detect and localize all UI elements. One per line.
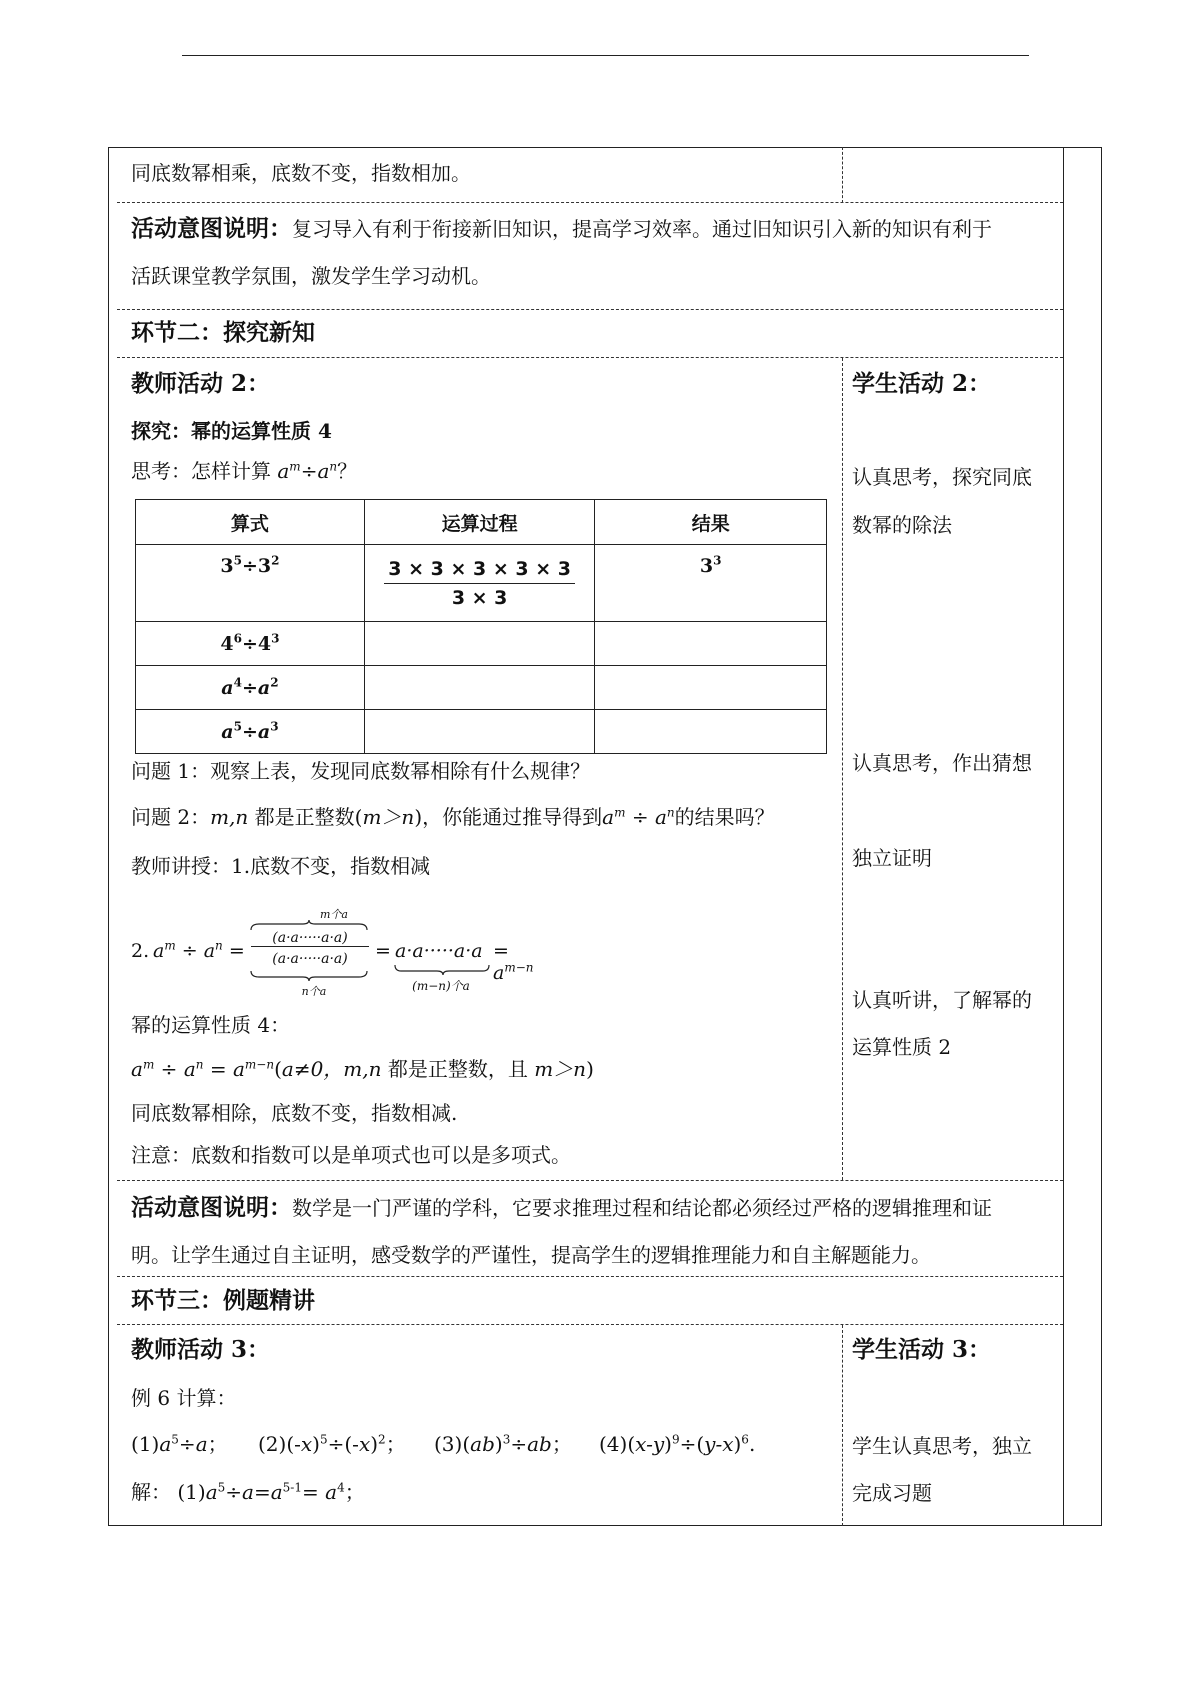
header-expression: 算式	[136, 500, 365, 545]
over-brace-label: m个a	[320, 908, 348, 921]
student-2-title: 学生活动 2：	[852, 370, 992, 397]
student-answer-4-line1: 认真听讲，了解幂的	[852, 988, 1032, 1012]
column-divider	[842, 147, 843, 203]
note-text: 注意：底数和指数可以是单项式也可以是多项式。	[131, 1143, 571, 1167]
student-answer-1-line2: 数幂的除法	[852, 513, 952, 537]
expression-cell: $a^5\div a^3$	[136, 710, 365, 754]
expression-cell: $4^6\div 4^3$	[136, 622, 365, 666]
column-divider-2	[842, 358, 843, 1180]
section-3-title: 环节三：例题精讲	[131, 1287, 315, 1314]
expression-cell: $3^5\div 3^2$	[136, 545, 365, 622]
deriv-lhs: $a^m \div a^n$ =	[153, 938, 245, 962]
result-cell: $3^3$	[595, 545, 827, 622]
student-answer-1-line1: 认真思考，探究同底	[852, 465, 1032, 489]
lecture-line: 教师讲授：1.底数不变，指数相减	[131, 854, 431, 878]
intent-2-line1: 活动意图说明：数学是一门严谨的学科，它要求推理过程和结论都必须经过严格的逻辑推理和证	[131, 1194, 992, 1221]
property-title: 幂的运算性质 4：	[131, 1013, 291, 1037]
intent-1-line1: 活动意图说明：复习导入有利于衔接新旧知识，提高学习效率。通过旧知识引入新的知识有利于	[131, 215, 992, 242]
mid-under-brace	[393, 964, 493, 976]
solution-line: 解： $(1)a^5\div a=a^{5-1}= a^4$；	[131, 1480, 365, 1504]
property-formula: $a^m \div a^n = a^{m-n}(a\ne 0$，m,n 都是正整数，且 m＞n)	[131, 1057, 594, 1081]
rule-text: 同底数幂相除，底数不变，指数相减.	[131, 1101, 458, 1125]
example-item-2: $(2)(-x)^5\div(-x)^2$；	[258, 1432, 406, 1456]
student-answer-4-line2: 运算性质 2	[852, 1035, 952, 1059]
result-cell	[595, 666, 827, 710]
process-cell	[364, 545, 595, 622]
process-cell	[364, 666, 595, 710]
example-item-1: $(1)a^5\div a$；	[131, 1432, 228, 1456]
result-cell	[595, 710, 827, 754]
example-item-4: $(4)(x-y)^9\div(y-x)^6$.	[599, 1432, 756, 1456]
header-process: 运算过程	[364, 500, 595, 545]
student-3-title: 学生活动 3：	[852, 1336, 992, 1363]
derivation-formula: 2. $a^m \div a^n$ = m个a (a·a·····a·a) (a·a·····a·a) n个a = a·a·····a·a (m−n)个a = $a^{m-n}$	[131, 908, 534, 998]
think-line: 思考：怎样计算 $a^m\div a^n$？	[131, 459, 358, 483]
intent-1-line2: 活跃课堂教学氛围，激发学生学习动机。	[131, 264, 491, 288]
table-row	[136, 622, 827, 666]
question-1: 问题 1：观察上表，发现同底数幂相除有什么规律？	[131, 759, 591, 783]
column-divider-3	[842, 1325, 843, 1526]
table-row	[136, 545, 827, 622]
student-3-line2: 完成习题	[852, 1481, 932, 1505]
table-row	[136, 666, 827, 710]
process-cell	[364, 710, 595, 754]
expression-cell: $a^4\div a^2$	[136, 666, 365, 710]
student-3-line1: 学生认真思考，独立	[852, 1434, 1032, 1458]
result-cell	[595, 622, 827, 666]
section-2-title: 环节二：探究新知	[131, 319, 315, 346]
intent-1-label: 活动意图说明：	[131, 215, 292, 242]
intent-2-line2: 明。让学生通过自主证明，感受数学的严谨性，提高学生的逻辑推理能力和自主解题能力。	[131, 1243, 931, 1267]
question-2: 问题 2：m,n 都是正整数(m＞n)，你能通过推导得到$a^m \div a^n$的结果吗？	[131, 805, 775, 829]
process-fraction: $\frac{3 \times 3 \times 3 \times 3 \times 3}{3 \times 3}$	[384, 558, 575, 609]
table-right-border	[1063, 147, 1064, 1526]
example-label: 例 6 计算：	[131, 1386, 237, 1410]
review-text: 同底数幂相乘，底数不变，指数相加。	[131, 161, 471, 185]
under-brace	[249, 970, 369, 982]
process-cell	[364, 622, 595, 666]
teacher-2-title: 教师活动 2：	[131, 370, 271, 397]
calculation-table	[135, 499, 827, 754]
student-answer-3: 独立证明	[852, 846, 932, 870]
student-answer-2: 认真思考，作出猜想	[852, 751, 1032, 775]
header-rule	[182, 55, 1029, 56]
table-row	[136, 710, 827, 754]
explore-title: 探究：幂的运算性质 4	[131, 419, 332, 443]
under-brace-label: n个a	[301, 985, 327, 998]
example-item-3: (3)(ab)$^3$÷ab；	[434, 1432, 572, 1456]
teacher-3-title: 教师活动 3：	[131, 1336, 271, 1363]
header-result: 结果	[595, 500, 827, 545]
